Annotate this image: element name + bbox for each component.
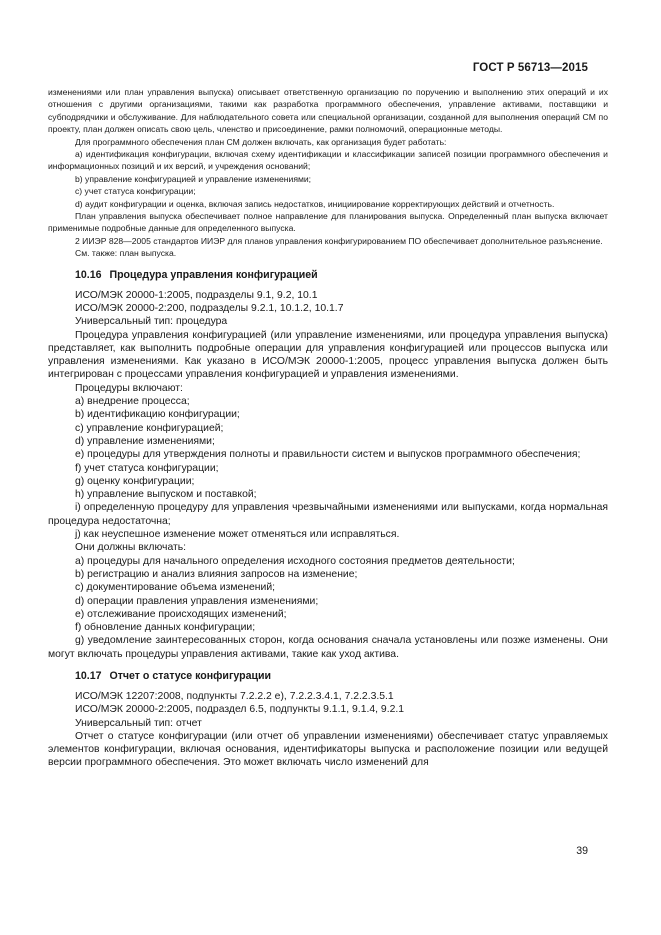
list-item: i) определенную процедуру для управления чрезвычайными изменениями или выпусками, когда нормальная процедура недостаточна; [48,502,608,527]
list-item: d) операции правления управления изменениями; [75,595,319,607]
section-1016-body [48,289,608,661]
intro-list-item: b) управление конфигурацией и управление изменениями; [75,173,312,184]
document-standard-header: ГОСТ Р 56713—2015 [472,62,588,74]
list-item: e) процедуры для утверждения полноты и правильности систем и выпусков программного обеспечения; [75,449,581,461]
intro-paragraph: изменениями или план управления выпуска) описывает ответственную организацию по поручению и выполнению этих операций и их отношения с другими организациями, такими как разработка программного обеспечения, управление активами, поставщики и субподрядчики и обслуживание. Для наблюдательного совета или специальной организации, созданной для выполнения операций CM по проекту, план должен описать свою цель, членство и присоединение, рамки полномочий, операционные методы. [48,87,608,135]
body-paragraph: Процедуры включают: [75,382,183,394]
section-1017-heading [48,670,608,683]
page-number: 39 [576,845,588,857]
list-item: b) регистрацию и анализ влияния запросов на изменение; [75,568,358,580]
section-number: 10.17 [75,670,102,682]
section-1017-body [48,690,608,770]
reference-line: ИСО/МЭК 12207:2008, подпункты 7.2.2.2 е), 7.2.2.3.4.1, 7.2.2.3.5.1 [75,691,394,702]
generic-type-line: Универсальный тип: процедура [75,316,228,328]
list-item: b) идентификацию конфигурации; [75,409,240,421]
reference-line: ИСО/МЭК 20000-2:200, подразделы 9.2.1, 10.1.2, 10.1.7 [75,302,344,314]
intro-paragraph: Для программного обеспечения план СМ должен включать, как организация будет работать: [75,136,447,147]
list-item: c) документирование объема изменений; [75,582,276,594]
list-item: f) обновление данных конфигурации; [75,622,256,634]
body-paragraph: Они должны включать: [75,542,187,554]
intro-list-item: c) учет статуса конфигурации; [75,186,196,197]
section-title: Отчет о статусе конфигурации [109,670,272,682]
intro-note: 2 ИИЭР 828—2005 стандартов ИИЭР для планов управления конфигурированием ПО обеспечивает дополнительное разъяснение. [75,235,603,246]
intro-see-also: См. также: план выпуска. [75,248,177,259]
list-item: d) управление изменениями; [75,435,215,447]
list-item: a) процедуры для начального определения исходного состояния предметов деятельности; [75,555,515,567]
page-body [48,86,608,770]
intro-block [48,86,608,260]
intro-list-item: a) идентификация конфигурации, включая схему идентификации и классификации записей позиции программного обеспечения и информационных позиций и их версий, и учреждения оснований; [48,149,608,172]
intro-list-item: d) аудит конфигурации и оценка, включая запись недостатков, инициирование корректирующих действий и отчетность. [75,198,555,209]
list-item: j) как неуспешное изменение может отменяться или исправляться. [75,529,400,541]
intro-paragraph: План управления выпуска обеспечивает полное направление для планирования выпуска. Определенный план выпуска включает применимые подробные данные для определенного выпуска. [48,211,608,234]
reference-line: ИСО/МЭК 20000-2:2005, подраздел 6.5, подпункты 9.1.1, 9.1.4, 9.2.1 [75,704,405,716]
generic-type-line: Универсальный тип: отчет [75,717,202,729]
section-title: Процедура управления конфигурацией [109,268,318,281]
reference-line: ИСО/МЭК 20000-1:2005, подразделы 9.1, 9.2, 10.1 [75,289,318,301]
list-item: g) уведомление заинтересованных сторон, когда основания сначала установлены или позже изменены. Они могут включать процедуры управления активами, такие как уход актива. [48,635,608,660]
list-item: e) отслеживание происходящих изменений; [75,608,287,620]
section-1016-heading [48,269,608,282]
list-item: g) оценку конфигурации; [75,475,195,487]
body-paragraph: Отчет о статусе конфигурации (или отчет об управлении изменениями) обеспечивает статус управляемых элементов конфигурации, включая основания, идентификаторы выпуска и расположение позиции или ведущей версии программного обеспечения. Это может включать число изменений для [48,730,608,769]
list-item: a) внедрение процесса; [75,396,190,408]
body-paragraph: Процедура управления конфигурацией (или управление изменениями, или процедура управления выпуска) представляет, как выполнить подробные операции для управления конфигурацией или процессов выпуска или управления изменениями. Как указано в ИСО/МЭК 20000-1:2005, процесс управления выпуска должен быть интегрирован с процессами управления конфигурацией и управления изменениями. [48,329,608,381]
list-item: c) управление конфигурацией; [75,422,224,434]
list-item: h) управление выпуском и поставкой; [75,489,257,501]
section-number: 10.16 [75,268,102,281]
list-item: f) учет статуса конфигурации; [75,462,219,474]
